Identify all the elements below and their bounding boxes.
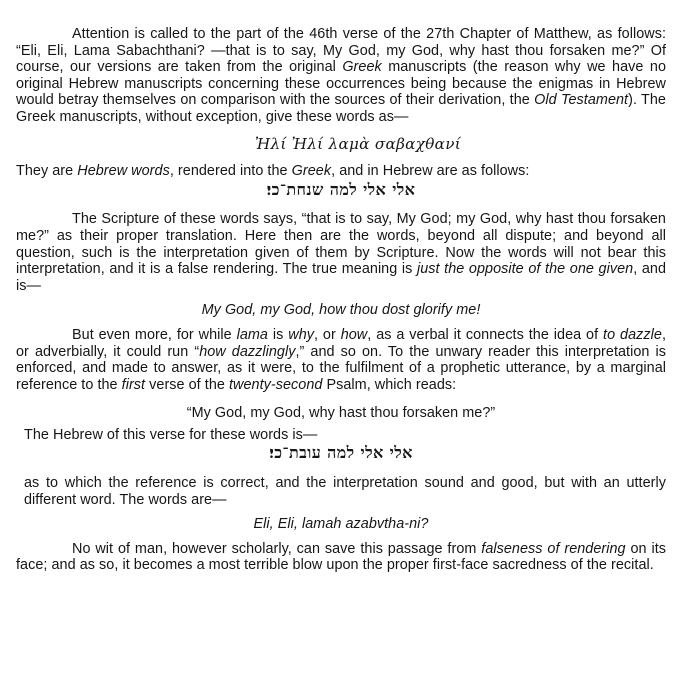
italic-run: lama [236,326,268,343]
italic-run: Hebrew words [77,163,170,180]
text-run: ). The Greek manuscripts, without exception, give these words as— [16,92,666,125]
text-run: is [267,326,289,343]
text-run: , and is— [16,261,666,294]
italic-run: to dazzle [603,326,662,343]
paragraph-reference-correct: as to which the reference is correct, and the interpretation sound and good, but with an utterly different word. The words are— [24,475,666,508]
hebrew-quotation-2: אלי אלי למה עובת־כי׃ [269,443,413,463]
paragraph-matthew-verse [16,26,666,126]
hebrew-quotation-1: אלי אלי למה שנחת־כי׃ [266,179,416,199]
greek-quotation: Ἠλί Ἠλί λαμὰ σαβαχθανί [254,134,462,153]
paragraph-psalm-hebrew-intro: The Hebrew of this verse for these words is— [24,426,318,443]
italic-run: Greek [291,163,332,180]
paragraph-scripture-interpretation [16,211,666,294]
text-run: The Scripture of these words says, “that is to say, My God; my God, why hast thou forsaken me?” as their proper translation. Here then are the words, beyond all dispute; and beyond all question, such is the interpretation given of them by Scripture. Now the words will not bear this interpretation, and it is a false rendering. The true meaning is [16,211,666,278]
text-run: , or adverbially, it could run “ [16,326,666,360]
text-run: No wit of man, however scholarly, can save this passage from [72,540,482,557]
italic-run: Greek [342,59,382,76]
text-run: on its face; and as so, it becomes a most terrible blow upon the proper first-face sacredness of the recital. [16,540,666,574]
text-run: , as a verbal it connects the idea of [367,326,604,343]
italic-run: why [288,326,314,343]
text-run: But even more, for while [72,326,237,343]
psalm-quotation: “My God, my God, why hast thou forsaken me?” [186,405,496,422]
text-run: Attention is called to the part of the 46th verse of the 27th Chapter of Matthew, as follows: “Eli, Eli, Lama Sabachthani? —that is to say, My God, my God, why hast thou forsaken me?” Of course, our versions are taken from the original [16,26,666,76]
paragraph-lama-meaning [16,327,666,393]
text-run: , rendered into the [169,163,292,180]
italic-run: twenty-second [228,376,323,393]
text-run: , or [314,326,341,343]
italic-quotation-azabvthani: Eli, Eli, lamah azabvtha-ni? [253,516,429,533]
text-run: manuscripts (the reason why we have no original Hebrew manuscripts concerning these occurrences being because the enigmas in Hebrew would betray themselves on comparison with the sources of their derivation, the [16,59,666,109]
italic-run: just the opposite of the one given [416,261,634,278]
text-run: They are [16,163,78,180]
text-run: , and in Hebrew are as follows: [331,163,530,180]
italic-quotation-glorify: My God, my God, how thou dost glorify me! [201,302,481,319]
paragraph-falseness [16,541,666,574]
text-run: verse of the [145,376,229,393]
italic-run: falseness of rendering [481,540,626,557]
paragraph-hebrew-intro [16,163,666,180]
text-run: ,” and so on. To the unwary reader this interpretation is enforced, and made to answer, as it were, to the fulfilment of a prophetic utterance, by a marginal reference to the [16,343,666,393]
italic-run: how [340,326,368,343]
italic-run: first [121,376,146,393]
italic-run: Old Testament [534,92,629,109]
text-run: Psalm, which reads: [322,376,457,393]
document-page [16,26,666,574]
italic-run: how dazzlingly [199,343,296,360]
